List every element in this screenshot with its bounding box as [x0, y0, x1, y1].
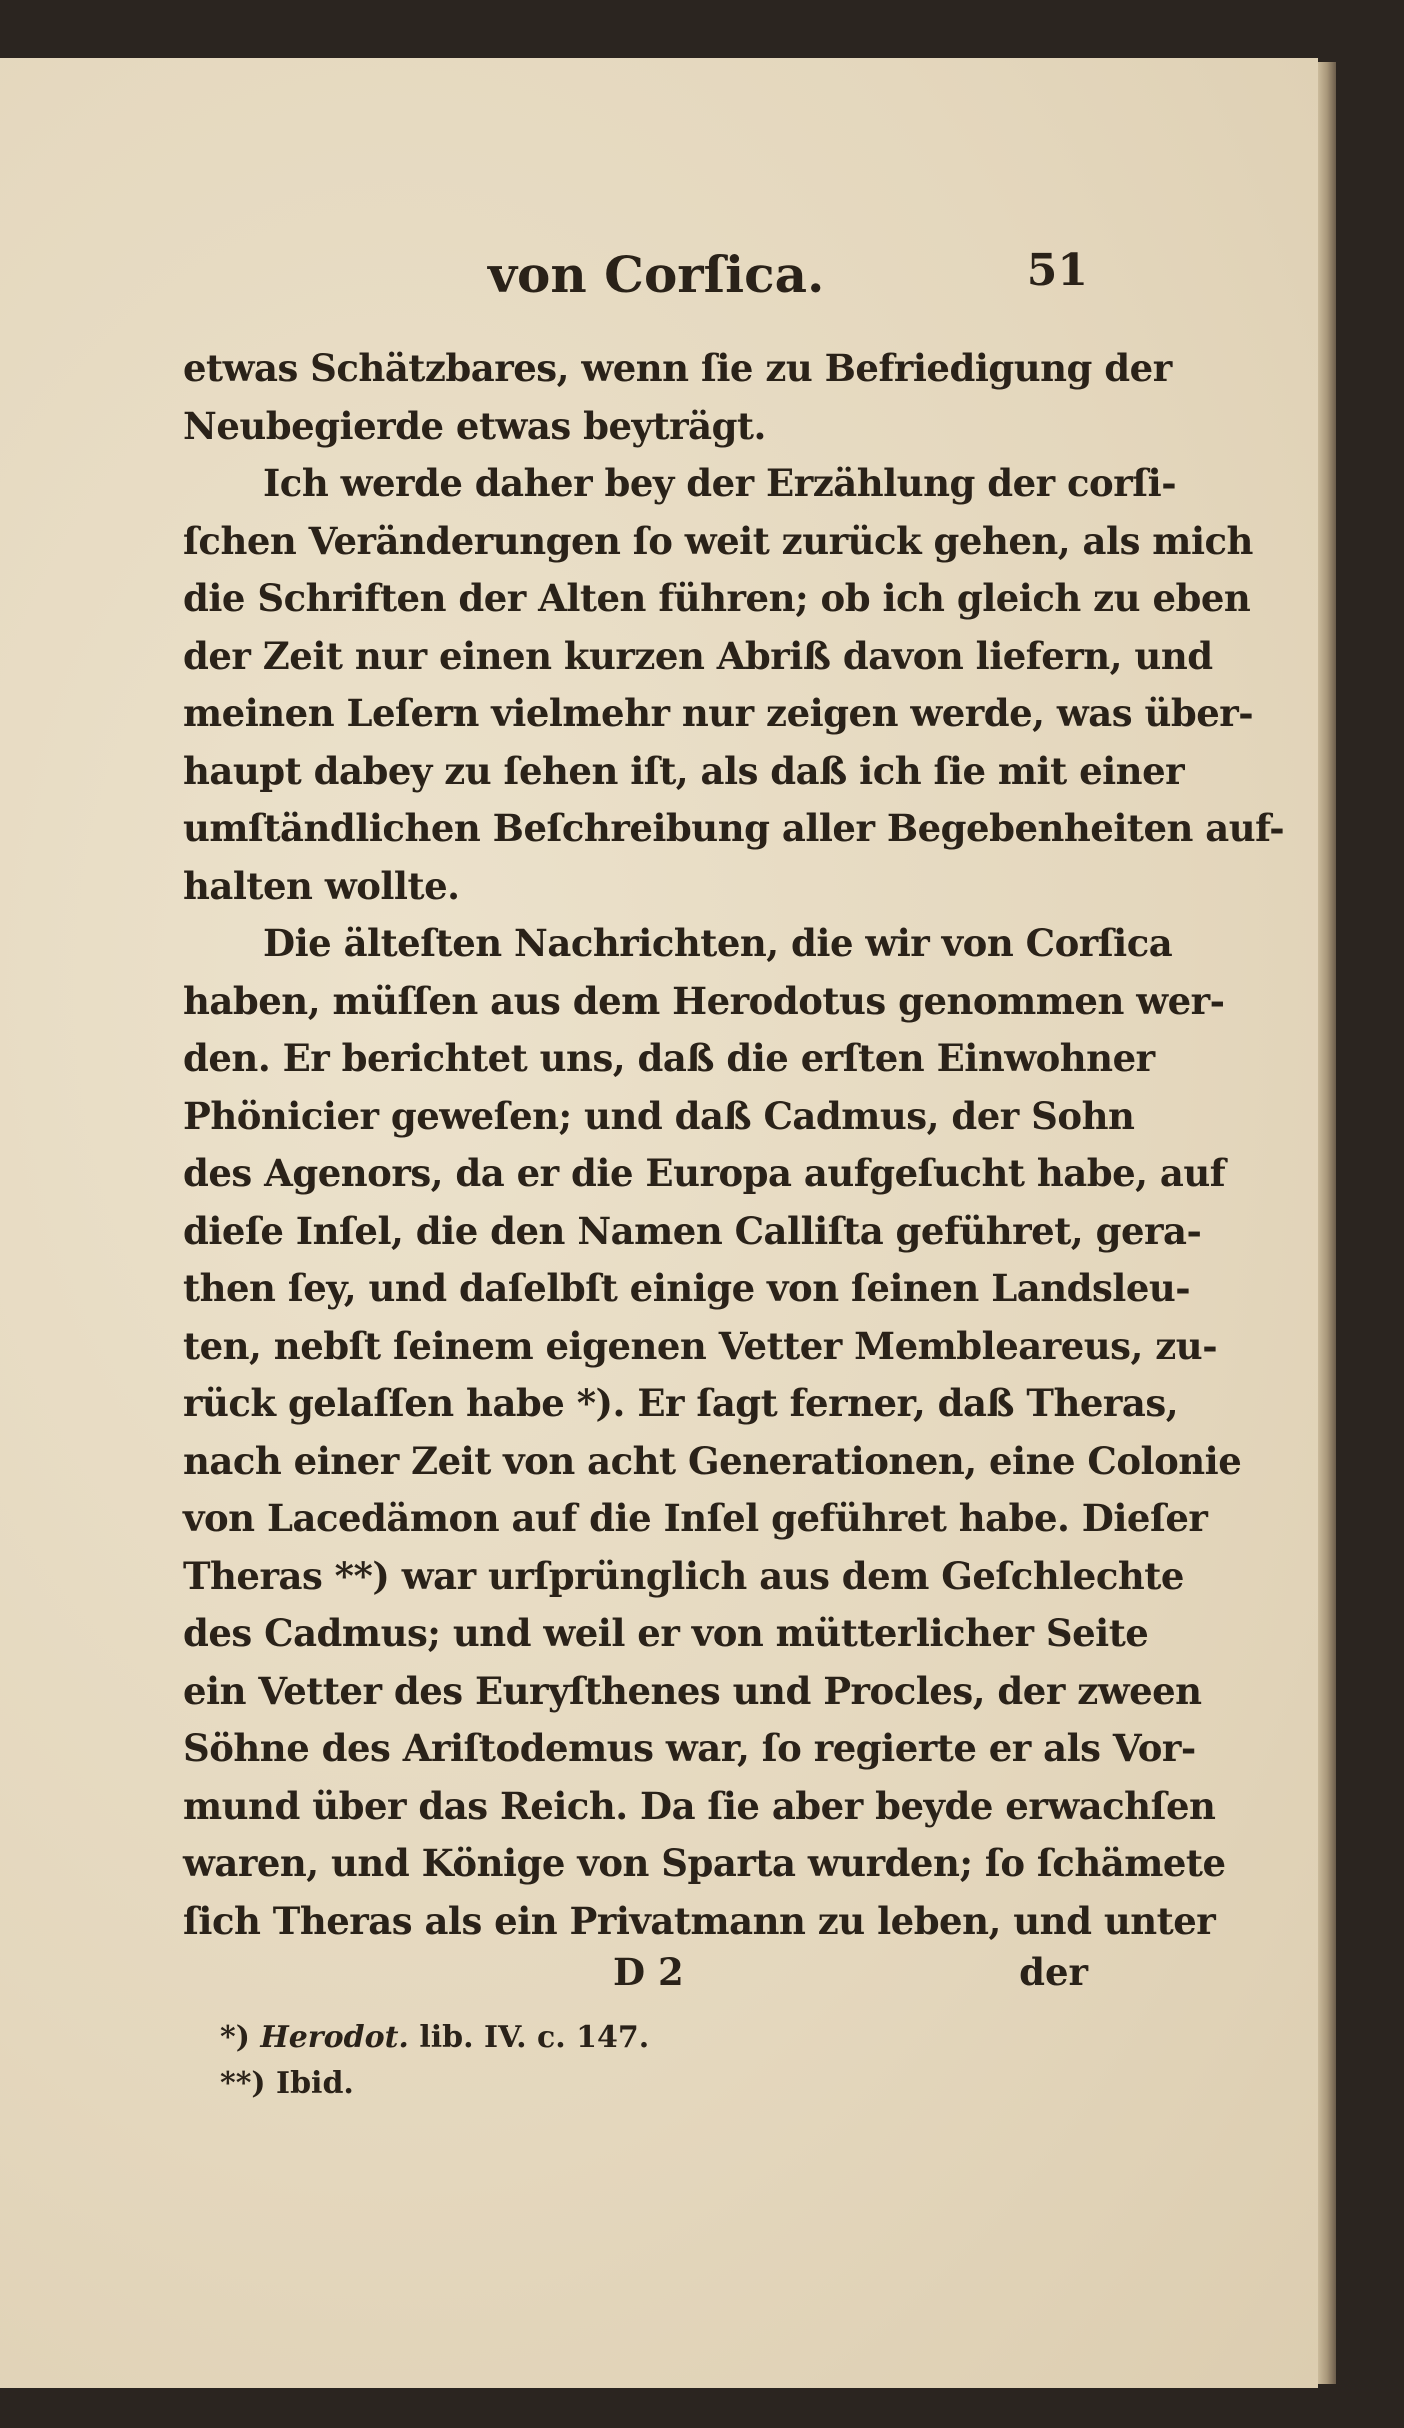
text-line: Phönicier geweſen; und daß Cadmus, der Sohn [183, 1093, 1135, 1138]
text-line: waren, und Könige von Sparta wurden; ſo ſchämete [183, 1841, 1226, 1885]
body-text [183, 340, 1285, 1950]
text-line: ten, nebſt ſeinem eigenen Vetter Membleareus, zu- [183, 1323, 1218, 1368]
text-line: haben, müſſen aus dem Herodotus genommen wer- [183, 978, 1225, 1023]
text-line: den. Er berichtet uns, daß die erſten Einwohner [183, 1036, 1155, 1080]
footnote-ref: lib. IV. c. 147. [419, 2020, 650, 2055]
text-line: halten wollte. [183, 863, 460, 908]
text-line: ein Vetter des Euryſthenes und Procles, der zween [183, 1668, 1202, 1713]
text-line: Die älteſten Nachrichten, die wir von Corſica [263, 921, 1173, 965]
text-line: then ſey, und daſelbſt einige von ſeinen Landsleu- [183, 1266, 1191, 1310]
footnote-ref: Ibid. [276, 2066, 354, 2101]
text-line: Ich werde daher bey der Erzählung der corſi- [263, 461, 1177, 505]
text-line: Neubegierde etwas beyträgt. [183, 403, 766, 448]
text-line: etwas Schätzbares, wenn ſie zu Befriedigung der [183, 346, 1172, 390]
page-number: 51 [1026, 245, 1088, 296]
text-line: des Cadmus; und weil er von mütterlicher Seite [183, 1611, 1149, 1655]
text-line: meinen Leſern vielmehr nur zeigen werde, was über- [183, 691, 1254, 735]
signature-mark: D 2 [613, 1950, 684, 1994]
text-line: die Schriften der Alten führen; ob ich gleich zu eben [183, 576, 1251, 620]
catchword: der [1019, 1950, 1088, 1994]
text-line: ſchen Veränderungen ſo weit zurück gehen, als mich [183, 518, 1253, 563]
text-line: rück gelaſſen habe *). Er ſagt ferner, daß Theras, [183, 1381, 1179, 1425]
text-line: Söhne des Ariſtodemus war, ſo regierte er als Vor- [183, 1726, 1196, 1770]
footnotes [220, 2015, 649, 2107]
footnote [220, 2015, 649, 2061]
text-line: des Agenors, da er die Europa aufgeſucht habe, auf [183, 1151, 1226, 1195]
text-line: dieſe Inſel, die den Namen Calliſta geführet, gera- [183, 1208, 1202, 1253]
signature-line [183, 1950, 1088, 2005]
text-line: ſich Theras als ein Privatmann zu leben, und unter [183, 1898, 1216, 1943]
text-line: mund über das Reich. Da ſie aber beyde erwachſen [183, 1783, 1216, 1828]
footnote-marker: *) [220, 2020, 250, 2055]
footnote-source: Herodot. [260, 2020, 409, 2055]
text-line: umſtändlichen Beſchreibung aller Begebenheiten auf- [183, 806, 1285, 850]
text-line: haupt dabey zu ſehen iſt, als daß ich ſie mit einer [183, 748, 1185, 793]
page-edge [1318, 62, 1336, 2384]
page-header [183, 245, 1088, 305]
footnote [220, 2061, 649, 2107]
text-line: Theras **) war urſprünglich aus dem Geſchlechte [183, 1553, 1184, 1598]
text-line: nach einer Zeit von acht Generationen, eine Colonie [183, 1438, 1242, 1483]
footnote-marker: **) [220, 2066, 266, 2101]
text-line: von Lacedämon auf die Inſel geführet habe. Dieſer [183, 1496, 1208, 1540]
text-line: der Zeit nur einen kurzen Abriß davon liefern, und [183, 633, 1213, 678]
running-title: von Corſica. [488, 245, 825, 304]
